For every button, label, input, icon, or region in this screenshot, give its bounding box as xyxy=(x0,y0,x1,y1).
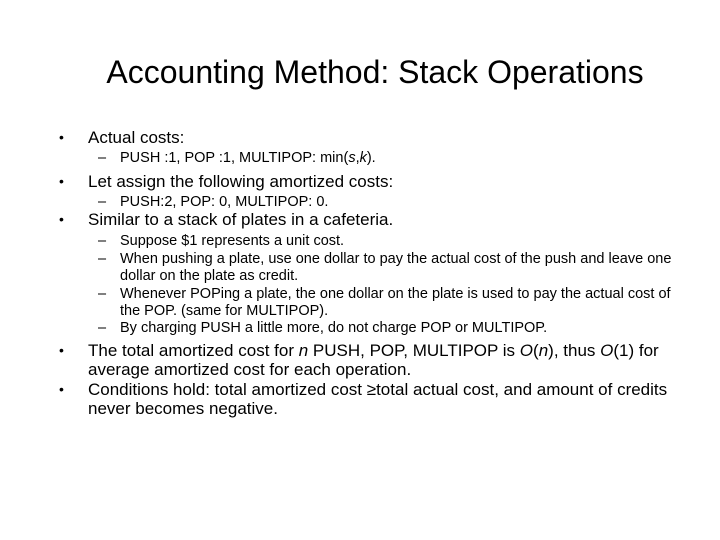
sub-amortized-costs xyxy=(98,194,685,211)
sub-text: Whenever POPing a plate, the one dollar on the plate is used to pay the actual cost of the POP. (same for MULTIPOP). xyxy=(120,286,671,319)
sub-dash: – xyxy=(98,251,107,267)
sub-text: By charging PUSH a little more, do not charge POP or MULTIPOP. xyxy=(120,320,548,336)
bullet-dot: • xyxy=(59,129,64,145)
sub-text: Suppose $1 represents a unit cost. xyxy=(120,233,345,249)
sub-text: When pushing a plate, use one dollar to pay the actual cost of the push and leave one dollar on the plate as credit. xyxy=(120,251,672,284)
sub-text: PUSH:2, POP: 0, MULTIPOP: 0. xyxy=(120,194,329,210)
sub-unit-cost xyxy=(98,233,685,250)
bullet-conditions xyxy=(59,380,688,418)
sub-pushing xyxy=(98,251,685,284)
bullet-total-amortized xyxy=(59,341,688,379)
bullet-amortized-costs xyxy=(59,172,688,191)
sub-dash: – xyxy=(98,286,107,302)
bullet-text: The total amortized cost for n PUSH, POP, MULTIPOP is O(n), thus O(1) for average amortized cost for each operation. xyxy=(88,341,659,379)
sub-actual-costs xyxy=(98,150,685,167)
sub-charging xyxy=(98,320,685,337)
bullet-actual-costs xyxy=(59,128,688,147)
sub-dash: – xyxy=(98,150,107,166)
bullet-text: Actual costs: xyxy=(88,128,185,147)
bullet-dot: • xyxy=(59,381,64,397)
sub-text: PUSH :1, POP :1, MULTIPOP: min(s,k). xyxy=(120,150,376,166)
sub-dash: – xyxy=(98,320,107,336)
slide-title: Accounting Method: Stack Operations xyxy=(106,54,644,90)
bullet-text: Let assign the following amortized costs: xyxy=(88,172,394,191)
bullet-dot: • xyxy=(59,342,64,358)
bullet-text: Conditions hold: total amortized cost ≥total actual cost, and amount of credits never becomes negative. xyxy=(88,380,668,418)
bullet-plates xyxy=(59,210,688,229)
bullet-dot: • xyxy=(59,173,64,189)
sub-popping xyxy=(98,286,685,319)
bullet-text: Similar to a stack of plates in a cafeteria. xyxy=(88,210,394,229)
sub-dash: – xyxy=(98,233,107,249)
sub-dash: – xyxy=(98,194,107,210)
bullet-dot: • xyxy=(59,211,64,227)
